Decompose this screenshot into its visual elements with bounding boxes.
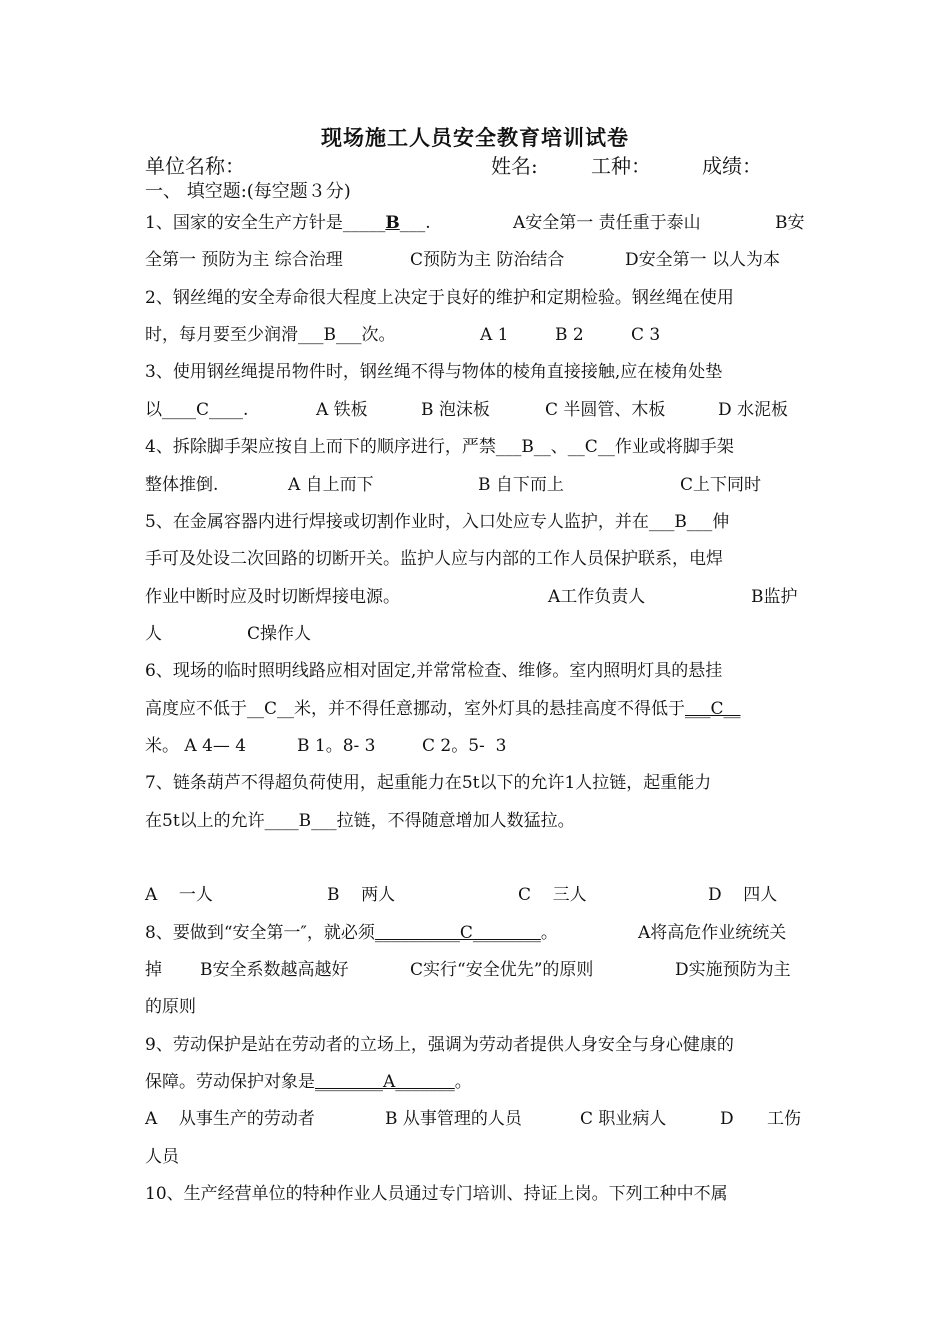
question-9-period: 。	[454, 1072, 472, 1092]
question-7-option-d: D 四人	[708, 885, 778, 905]
question-7-option-b: B 两人	[327, 885, 396, 905]
question-2-line-1: 2、钢丝绳的安全寿命很大程度上决定于良好的维护和定期检验。钢丝绳在使用	[145, 288, 734, 308]
question-1-option-d: D安全第一 以人为本	[625, 250, 781, 270]
question-8-option-a: A将高危作业统统关	[638, 923, 787, 943]
question-8-text: 8、要做到“安全第一″，就必须	[145, 923, 375, 943]
question-1-line-1	[145, 212, 810, 234]
question-3-option-c: C 半圆管、木板	[545, 400, 666, 420]
question-5-option-b: B监护	[751, 587, 798, 607]
question-3-text: 以____C____.	[145, 400, 249, 420]
question-10-line-1: 10、生产经营单位的特种作业人员通过专门培训、持证上岗。下列工种中不属	[145, 1184, 728, 1204]
question-1-blank: ___.	[399, 213, 431, 233]
question-4-line-2	[145, 474, 810, 496]
question-8-period: 。	[540, 923, 558, 943]
question-4-text: 整体推倒.	[145, 475, 219, 495]
question-4-option-a: A 自上而下	[288, 475, 374, 495]
question-8-option-a-end: 掉	[145, 960, 162, 980]
question-3-line-1: 3、使用钢丝绳提吊物件时，钢丝绳不得与物体的棱角直接接触,应在棱角处垫	[145, 362, 723, 382]
question-8-option-d: D实施预防为主	[675, 960, 791, 980]
score-label: 成绩：	[702, 154, 762, 178]
question-4-option-c: C上下同时	[680, 475, 762, 495]
question-2-option-b: B 2	[555, 325, 584, 345]
question-3-line-2	[145, 399, 810, 421]
question-6-option-c: C 2。5- 3	[422, 736, 507, 756]
unit-name-label: 单位名称：	[145, 154, 245, 178]
question-2-option-c: C 3	[631, 325, 661, 345]
question-3-option-b: B 泡沫板	[421, 400, 490, 420]
question-5-option-b-end: 人	[145, 624, 162, 644]
question-7-option-c: C 三人	[518, 885, 587, 905]
question-1-answer: B	[385, 213, 400, 233]
question-9-text: 保障。劳动保护对象是	[145, 1072, 315, 1092]
question-6-line-1: 6、现场的临时照明线路应相对固定,并常常检查、维修。室内照明灯具的悬挂	[145, 661, 723, 681]
question-6-option-b: B 1。8- 3	[297, 736, 376, 756]
question-8-line-1	[145, 922, 810, 944]
question-6-line-2	[145, 698, 810, 720]
header-row	[145, 150, 825, 178]
question-2-text: 时，每月要至少润滑___B___次。	[145, 325, 396, 345]
question-1-text: 1、国家的安全生产方针是_____	[145, 213, 386, 233]
question-7-line-2: 在5t以上的允许____B___拉链，不得随意增加人数猛拉。	[145, 811, 575, 831]
question-6-line-3	[145, 735, 810, 757]
question-5-text: 作业中断时应及时切断焊接电源。	[145, 587, 400, 607]
question-8-line-2	[145, 959, 810, 981]
question-8-option-b: B安全系数越高越好	[200, 960, 349, 980]
question-5-option-a: A工作负责人	[548, 587, 646, 607]
question-5-line-1: 5、在金属容器内进行焊接或切割作业时，入口处应专人监护，并在___B___伸	[145, 512, 730, 532]
question-4-line-1: 4、拆除脚手架应按自上而下的顺序进行，严禁___B__、__C__作业或将脚手架	[145, 437, 734, 457]
question-9-option-c: C 职业病人	[580, 1109, 667, 1129]
question-2-option-a: A 1	[480, 325, 509, 345]
question-8-line-3: 的原则	[145, 997, 196, 1017]
question-7-options	[145, 884, 810, 906]
question-9-option-d-text: 工伤	[767, 1109, 801, 1129]
question-9-line-1: 9、劳动保护是站在劳动者的立场上，强调为劳动者提供人身安全与身心健康的	[145, 1035, 734, 1055]
name-label: 姓名:	[491, 154, 538, 178]
question-5-line-3	[145, 586, 810, 608]
question-5-line-4	[145, 623, 810, 645]
question-6-answer-blank: ___C__	[685, 699, 741, 719]
question-9-option-b: B 从事管理的人员	[385, 1109, 522, 1129]
question-9-line-2	[145, 1071, 810, 1093]
section-heading: 一、 填空题:(每空题３分)	[145, 181, 351, 202]
question-5-option-c: C操作人	[247, 624, 312, 644]
job-type-label: 工种：	[591, 154, 651, 178]
question-6-option-a: 米。 A 4— 4	[145, 736, 247, 756]
question-9-option-d: D	[720, 1109, 734, 1129]
question-1-option-a: A安全第一 责任重于泰山	[513, 213, 701, 233]
question-1-option-b-end: 全第一 预防为主 综合治理	[145, 250, 343, 270]
question-9-line-4: 人员	[145, 1147, 179, 1167]
question-9-line-3	[145, 1108, 810, 1130]
question-9-option-a: A 从事生产的劳动者	[145, 1109, 315, 1129]
question-1-option-b-start: B安	[775, 213, 805, 233]
question-8-answer-blank: __________C________	[374, 923, 541, 943]
question-9-answer-blank: ________A_______	[315, 1072, 455, 1092]
question-3-option-d: D 水泥板	[718, 400, 789, 420]
question-6-text: 高度应不低于__C__米，并不得任意挪动，室外灯具的悬挂高度不得低于	[145, 699, 686, 719]
page-title: 现场施工人员安全教育培训试卷	[321, 125, 629, 150]
question-7-option-a: A 一人	[145, 885, 213, 905]
question-1-line-2	[145, 249, 810, 271]
question-3-option-a: A 铁板	[316, 400, 368, 420]
question-7-line-1: 7、链条葫芦不得超负荷使用，起重能力在5t以下的允许1人拉链，起重能力	[145, 773, 712, 793]
question-5-line-2: 手可及处设二次回路的切断开关。监护人应与内部的工作人员保护联系，电焊	[145, 549, 723, 569]
question-2-line-2	[145, 324, 810, 346]
question-4-option-b: B 自下而上	[478, 475, 564, 495]
question-1-option-c: C预防为主 防治结合	[410, 250, 565, 270]
question-8-option-c: C实行“安全优先”的原则	[410, 960, 594, 980]
